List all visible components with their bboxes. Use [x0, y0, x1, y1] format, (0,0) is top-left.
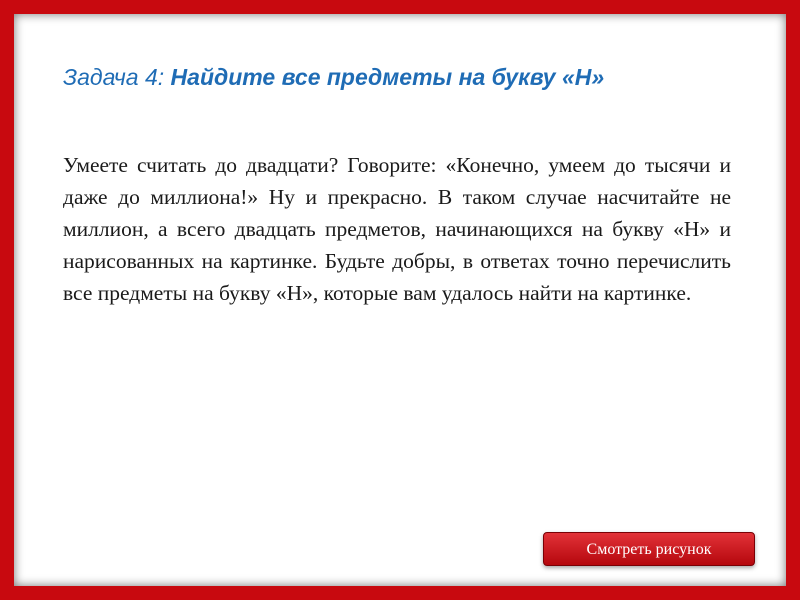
- task-description: Умеете считать до двадцати? Говорите: «Конечно, умеем до тысячи и даже до миллиона!» Ну и прекрасно. В таком случае насчитайте не миллион, а всего двадцать предметов, начинающихся на букву «Н» и нарисованных на картинке. Будьте добры, в ответах точно перечислить все предметы на букву «Н», которые вам удалось найти на картинке.: [63, 153, 731, 305]
- view-picture-button[interactable]: Смотреть рисунок: [543, 532, 755, 566]
- title-task-number: Задача 4:: [63, 64, 171, 90]
- slide-panel: [14, 14, 786, 586]
- title-task-text: Найдите все предметы на букву «Н»: [170, 64, 605, 90]
- slide-title: [63, 64, 604, 91]
